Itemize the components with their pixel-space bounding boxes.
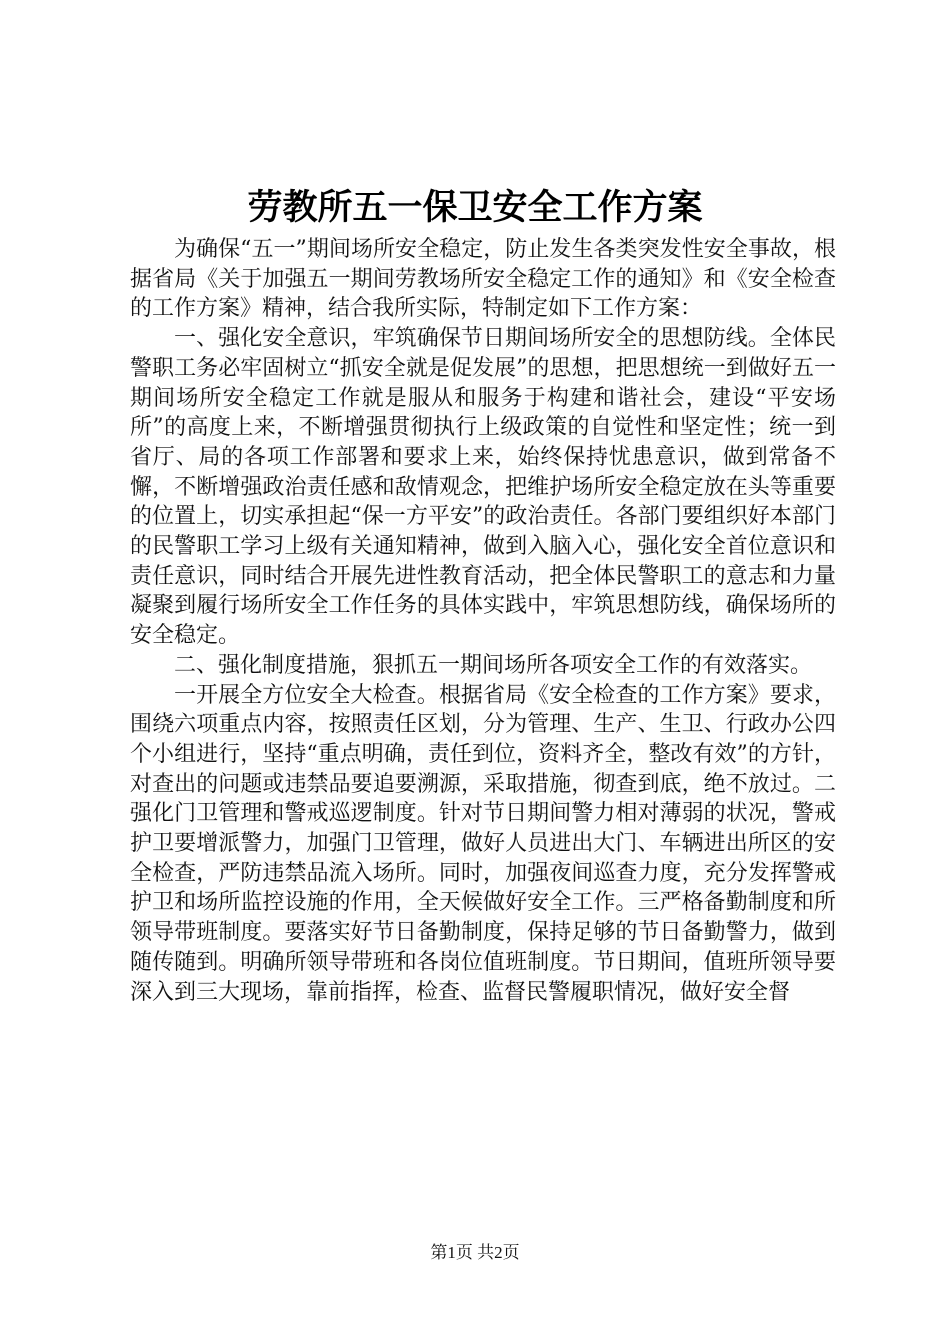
paragraph-section-1: 一、强化安全意识，牢筑确保节日期间场所安全的思想防线。全体民警职工务必牢固树立“抓安全就是促发展”的思想，把思想统一到做好五一期间场所安全稳定工作就是服从和服务于构建和谐社会，建设“平安场所”的高度上来，不断增强贯彻执行上级政策的自觉性和坚定性；统一到省厅、局的各项工作部署和要求上来，始终保持忧患意识，做到常备不懈，不断增强政治责任感和敌情观念，把维护场所安全稳定放在头等重要的位置上，切实承担起“保一方平安”的政治责任。各部门要组织好本部门的民警职工学习上级有关通知精神，做到入脑入心，强化安全首位意识和责任意识，同时结合开展先进性教育活动，把全体民警职工的意志和力量凝聚到履行场所安全工作任务的具体实践中，牢筑思想防线，确保场所的安全稳定。 bbox=[130, 326, 836, 649]
document-title: 劳教所五一保卫安全工作方案 bbox=[247, 187, 703, 228]
paragraph-intro: 为确保“五一”期间场所安全稳定，防止发生各类突发性安全事故，根据省局《关于加强五一期间劳教场所安全稳定工作的通知》和《安全检查的工作方案》精神，结合我所实际，特制定如下工作方案： bbox=[130, 237, 836, 322]
paragraph-section-2-heading: 二、强化制度措施，狠抓五一期间场所各项安全工作的有效落实。 bbox=[174, 652, 813, 678]
page-footer: 第1页 共2页 bbox=[430, 1243, 520, 1262]
paragraph-section-2-body: 一开展全方位安全大检查。根据省局《安全检查的工作方案》要求，围绕六项重点内容，按照责任区划，分为管理、生产、生卫、行政办公四个小组进行，坚持“重点明确，责任到位，资料齐全，整改有效”的方针，对查出的问题或违禁品要追要溯源，采取措施，彻查到底，绝不放过。二强化门卫管理和警戒巡逻制度。针对节日期间警力相对薄弱的状况，警戒护卫要增派警力，加强门卫管理，做好人员进出大门、车辆进出所区的安全检查，严防违禁品流入场所。同时，加强夜间巡查力度，充分发挥警戒护卫和场所监控设施的作用，全天候做好安全工作。三严格备勤制度和所领导带班制度。要落实好节日备勤制度，保持足够的节日备勤警力，做到随传随到。明确所领导带班和各岗位值班制度。节日期间，值班所领导要深入到三大现场，靠前指挥，检查、监督民警履职情况，做好安全督 bbox=[130, 682, 836, 1005]
document-body bbox=[130, 235, 836, 1007]
